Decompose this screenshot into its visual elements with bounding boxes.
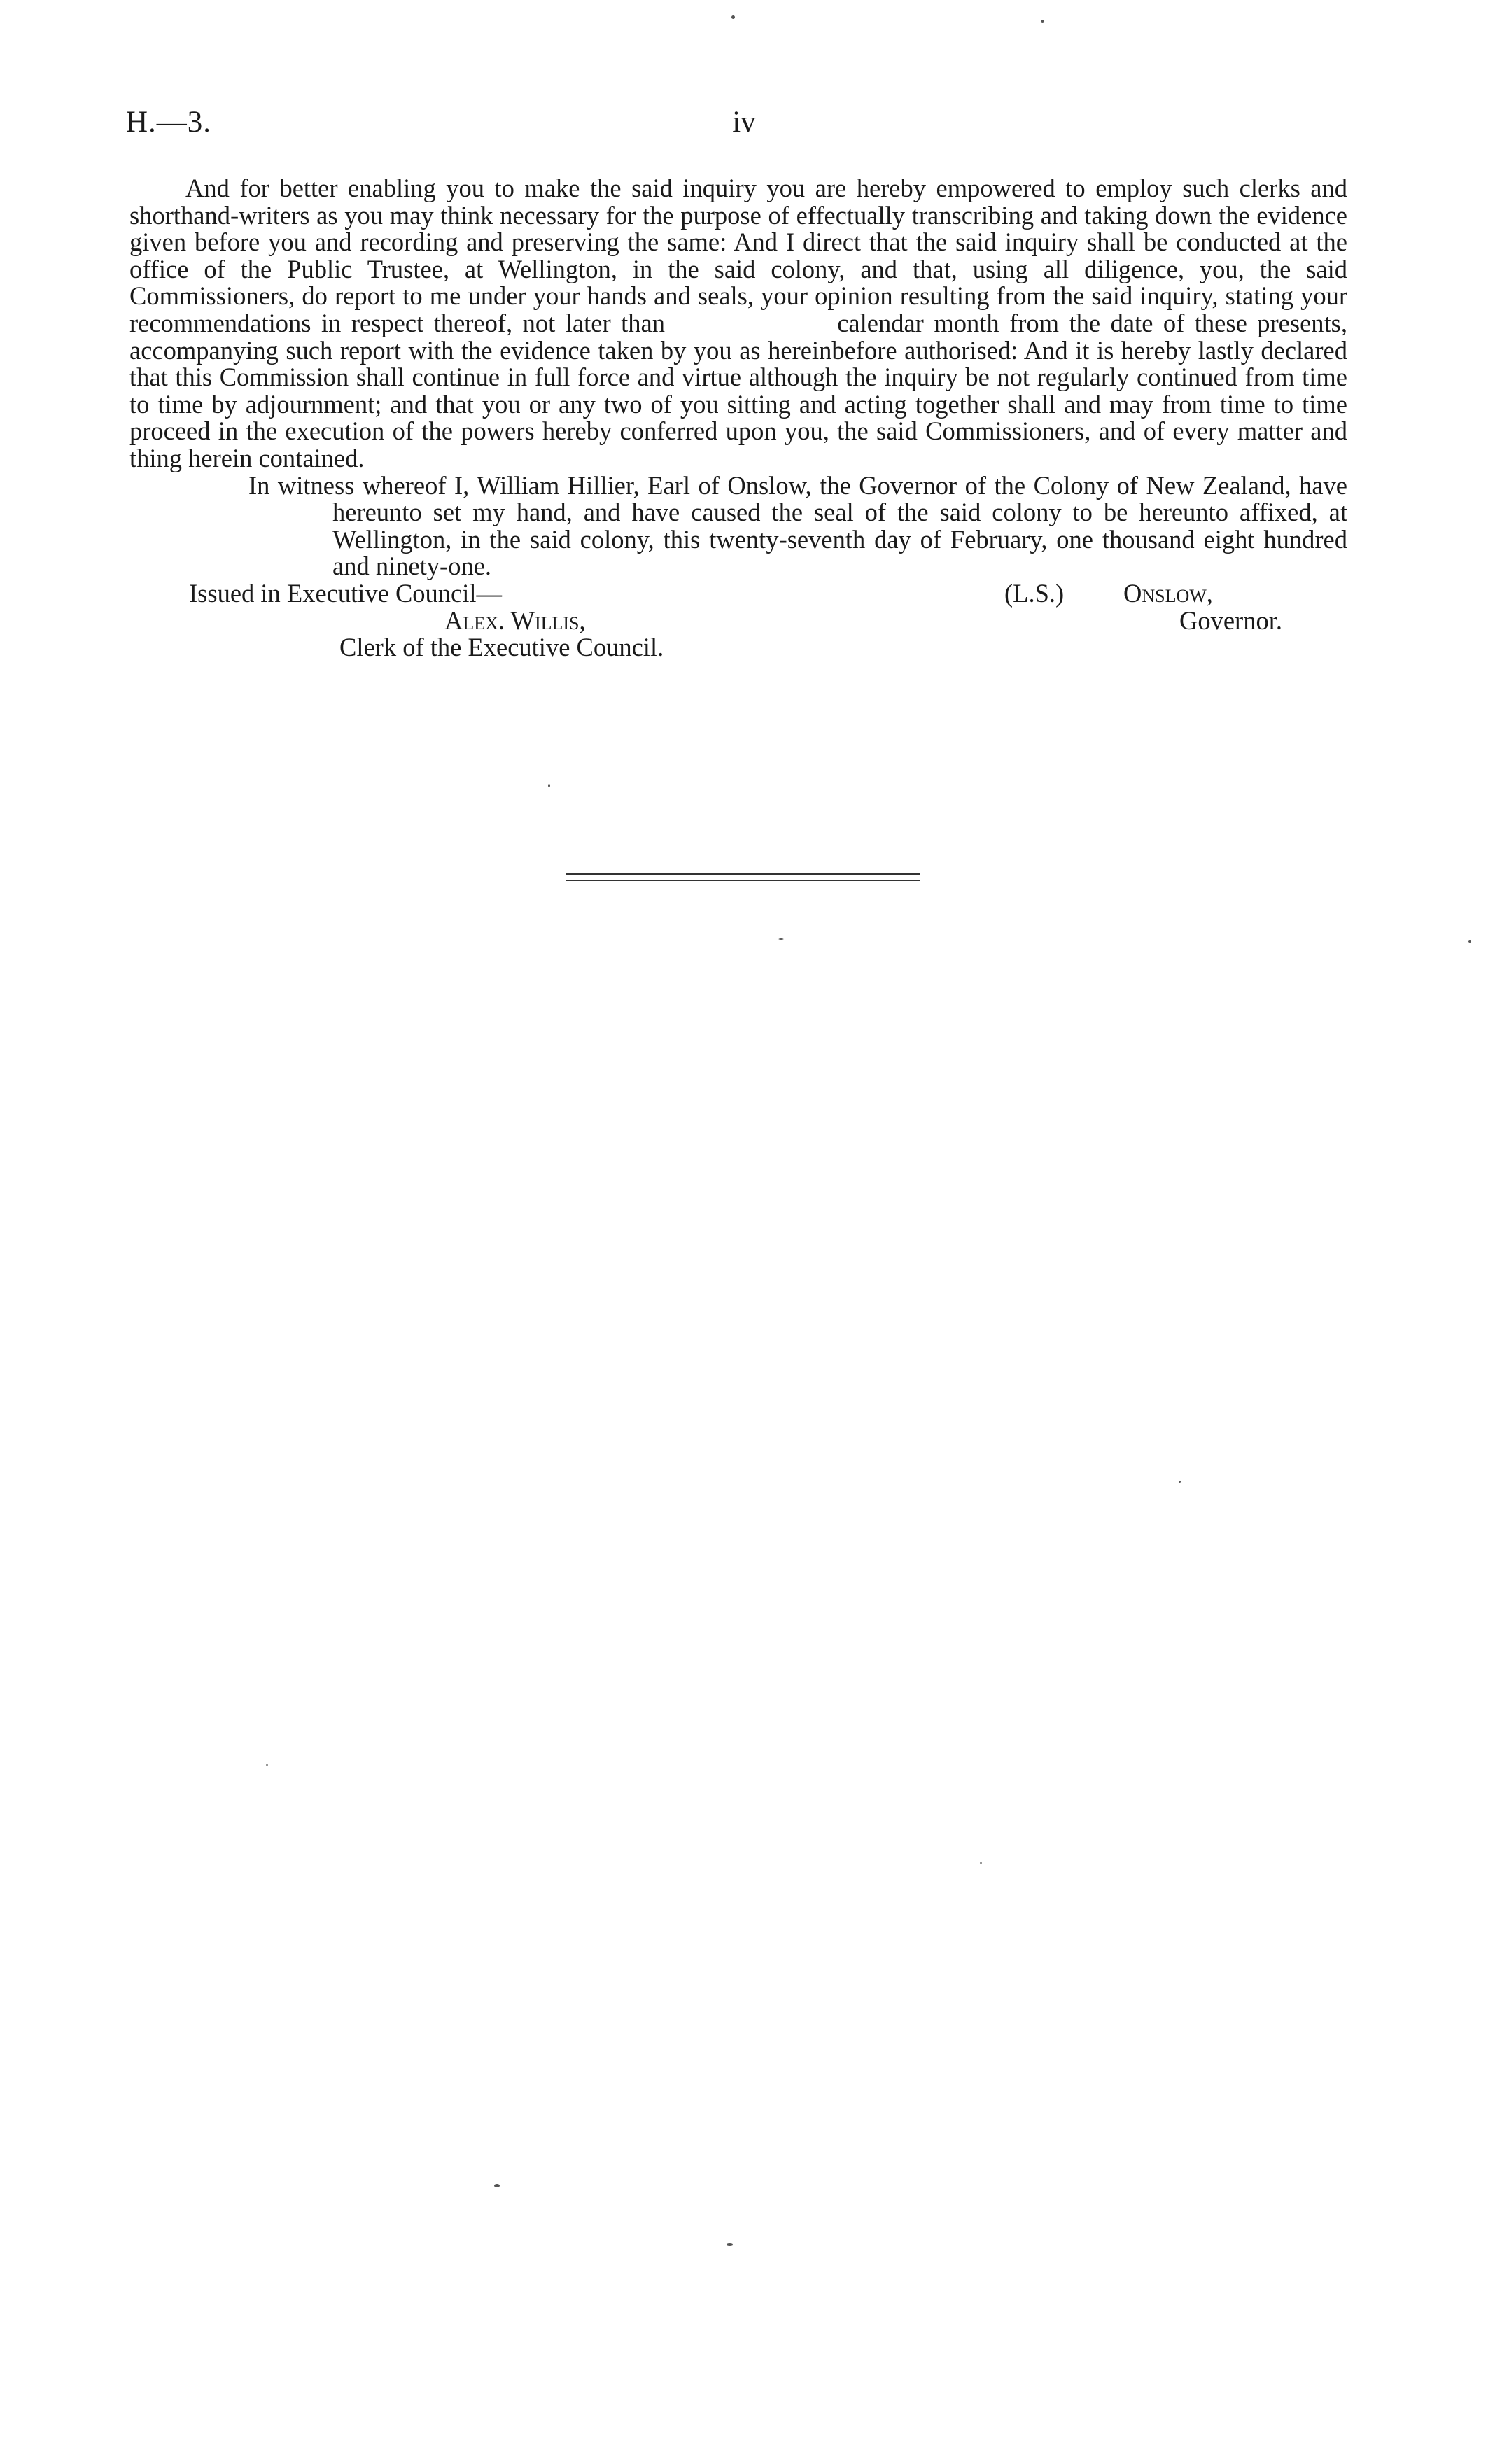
witness-clause: In witness whereof I, William Hillier, Earl of Onslow, the Governor of the Colony of New Zealand, have hereunto set my hand, and have caused the seal of the said colony to be hereunto affixed, at Wellington, in the said colony, this twenty-seventh day of February, one thousand eight hundred and ninety-one. [248,470,1347,581]
paragraph-inquiry-powers: And for better enabling you to make the said inquiry you are hereby empowered to employ such clerks and shorthand-writers as you may think necessary for the purpose of effectually transcribing and taking down the evidence given before you and recording and preserving the same: And I direct that the said inquiry shall be conducted at the office of the Public Trustee, at Wellington, in the said colony, and that, using all diligence, you, the said Commissioners, do report to me under your hands and seals, your opinion resulting from the said inquiry, stating your recommendations in respect thereof, not later than calendar month from the date of these presents, accompanying such report with the evidence taken by you as hereinbefore authorised: And it is hereby lastly declared that this Commission shall continue in full force and virtue although the inquiry be not regularly continued from time to time by adjournment; and that you or any two of you sitting and acting together shall and may from time to time proceed in the execution of the powers hereby conferred upon you, the said Commissioners, and of every matter and thing herein contained. [129,174,1347,472]
running-header [126,105,1351,147]
section-divider-rule-thin [566,880,920,881]
issued-in-council: Issued in Executive Council— [189,578,503,608]
clerk-title: Clerk of the Executive Council. [339,633,664,662]
commission-text [129,175,1347,664]
scan-speck [731,15,735,19]
scan-speck [548,784,550,788]
page-number: iv [732,106,756,139]
scan-speck [1041,20,1044,23]
document-number: H.—3. [126,106,212,139]
section-divider-rule [566,873,920,875]
scan-speck [266,1764,268,1766]
clerk-signature: Alex. Willis, [444,606,586,635]
seal-mark: (L.S.) [1004,578,1065,608]
scan-speck [494,2184,500,2188]
signature-block [129,580,1347,664]
governor-title: Governor. [1179,606,1282,635]
scan-speck [1468,940,1471,943]
scan-speck [778,938,784,940]
governor-signature: Onslow, [1123,578,1213,608]
scan-speck [1179,1480,1181,1483]
scan-speck [727,2244,733,2246]
scan-speck [980,1862,982,1864]
